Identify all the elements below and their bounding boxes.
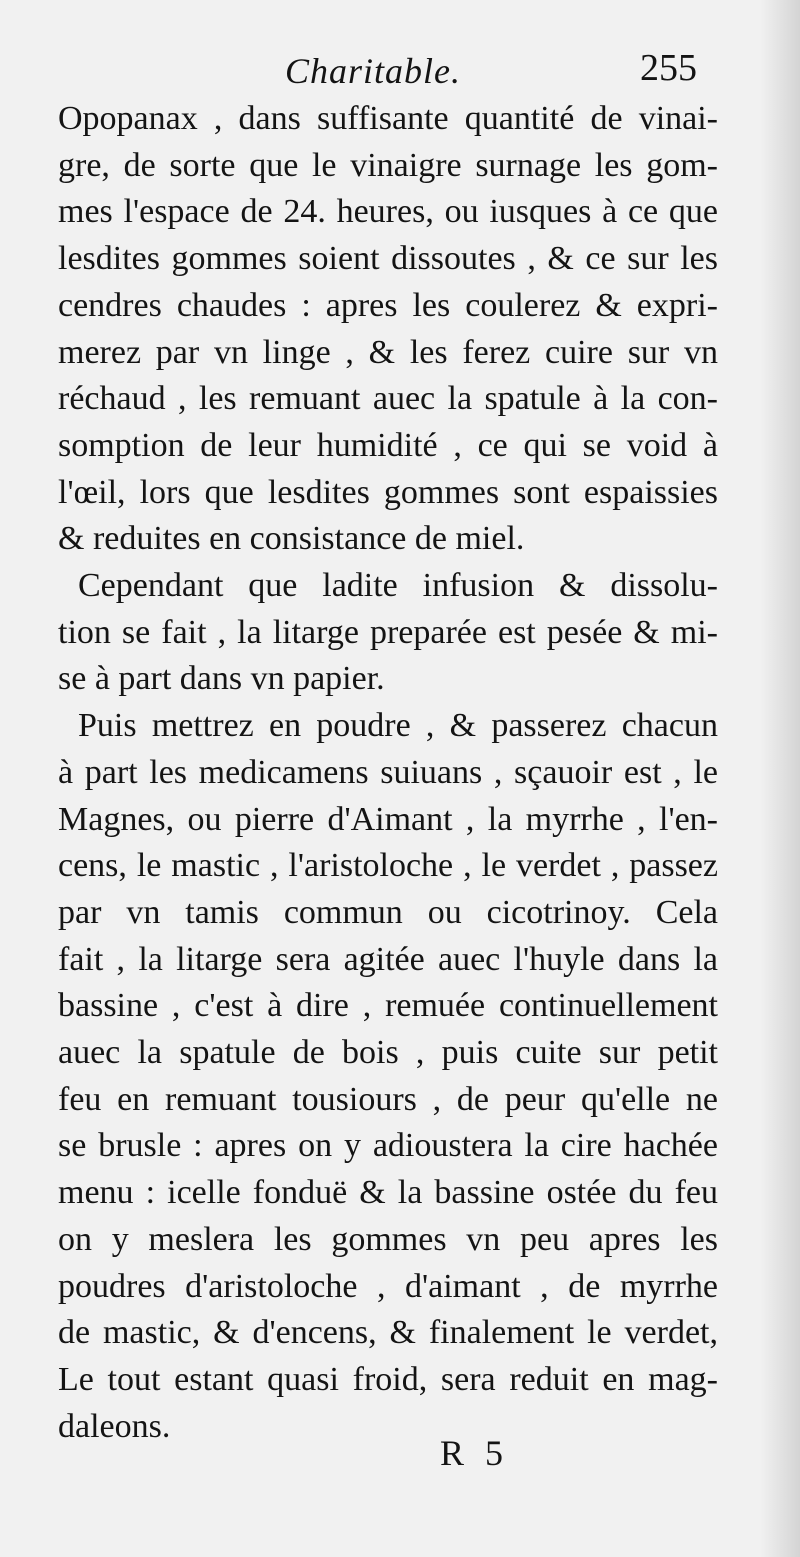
text-line: se à part dans vn papier. [58,660,385,698]
text-line: fait , la litarge sera agitée auec l'huyle dans la [58,940,718,978]
page-number: 255 [640,47,697,89]
text-line: par vn tamis commun ou cicotrinoy. Cela [58,893,718,931]
paragraph [58,563,718,703]
signature-mark: R 5 [440,1433,510,1473]
body-text [58,96,718,1450]
text-line: tion se fait , la litarge preparée est pesée & mi- [58,613,718,651]
text-line: se brusle : apres on y adioustera la cire hachée [58,1127,718,1165]
page-header [0,40,800,100]
text-line: mes l'espace de 24. heures, ou iusques à ce que [58,193,718,231]
text-line: poudres d'aristoloche , d'aimant , de myrrhe [58,1267,718,1305]
text-line: cendres chaudes : apres les coulerez & expri- [58,286,718,324]
text-line: daleons. [58,1407,171,1445]
paragraph [58,96,718,563]
text-line: on y meslera les gommes vn peu apres les [58,1220,718,1258]
text-line: l'œil, lors que lesdites gommes sont espaissies [58,473,718,511]
text-line: & reduites en consistance de miel. [58,520,525,558]
text-line: menu : icelle fonduë & la bassine ostée du feu [58,1174,718,1212]
text-line: Cependant que ladite infusion & dissolu- [78,567,718,605]
running-title: Charitable. [285,51,462,91]
text-line: merez par vn linge , & les ferez cuire sur vn [58,333,718,371]
text-line: auec la spatule de bois , puis cuite sur petit [58,1034,718,1072]
text-line: bassine , c'est à dire , remuée continuellement [58,987,718,1025]
text-line: Opopanax , dans suffisante quantité de vinai- [58,100,718,137]
paragraph [58,703,718,1450]
text-line: cens, le mastic , l'aristoloche , le verdet , passez [58,847,718,885]
text-line: de mastic, & d'encens, & finalement le verdet, [58,1314,718,1352]
text-line: somption de leur humidité , ce qui se void à [58,426,718,464]
text-line: feu en remuant tousiours , de peur qu'elle ne [58,1080,718,1118]
text-line: gre, de sorte que le vinaigre surnage les gom- [58,146,718,184]
text-line: Le tout estant quasi froid, sera reduit en mag- [58,1360,718,1398]
text-line: lesdites gommes soient dissoutes , & ce sur les [58,240,718,278]
text-line: à part les medicamens suiuans , sçauoir est , le [58,753,718,791]
text-line: Magnes, ou pierre d'Aimant , la myrrhe , l'en- [58,800,718,838]
text-line: Puis mettrez en poudre , & passerez chacun [78,707,718,745]
page-gutter-shadow [760,0,800,1557]
text-line: réchaud , les remuant auec la spatule à la con- [58,380,718,418]
